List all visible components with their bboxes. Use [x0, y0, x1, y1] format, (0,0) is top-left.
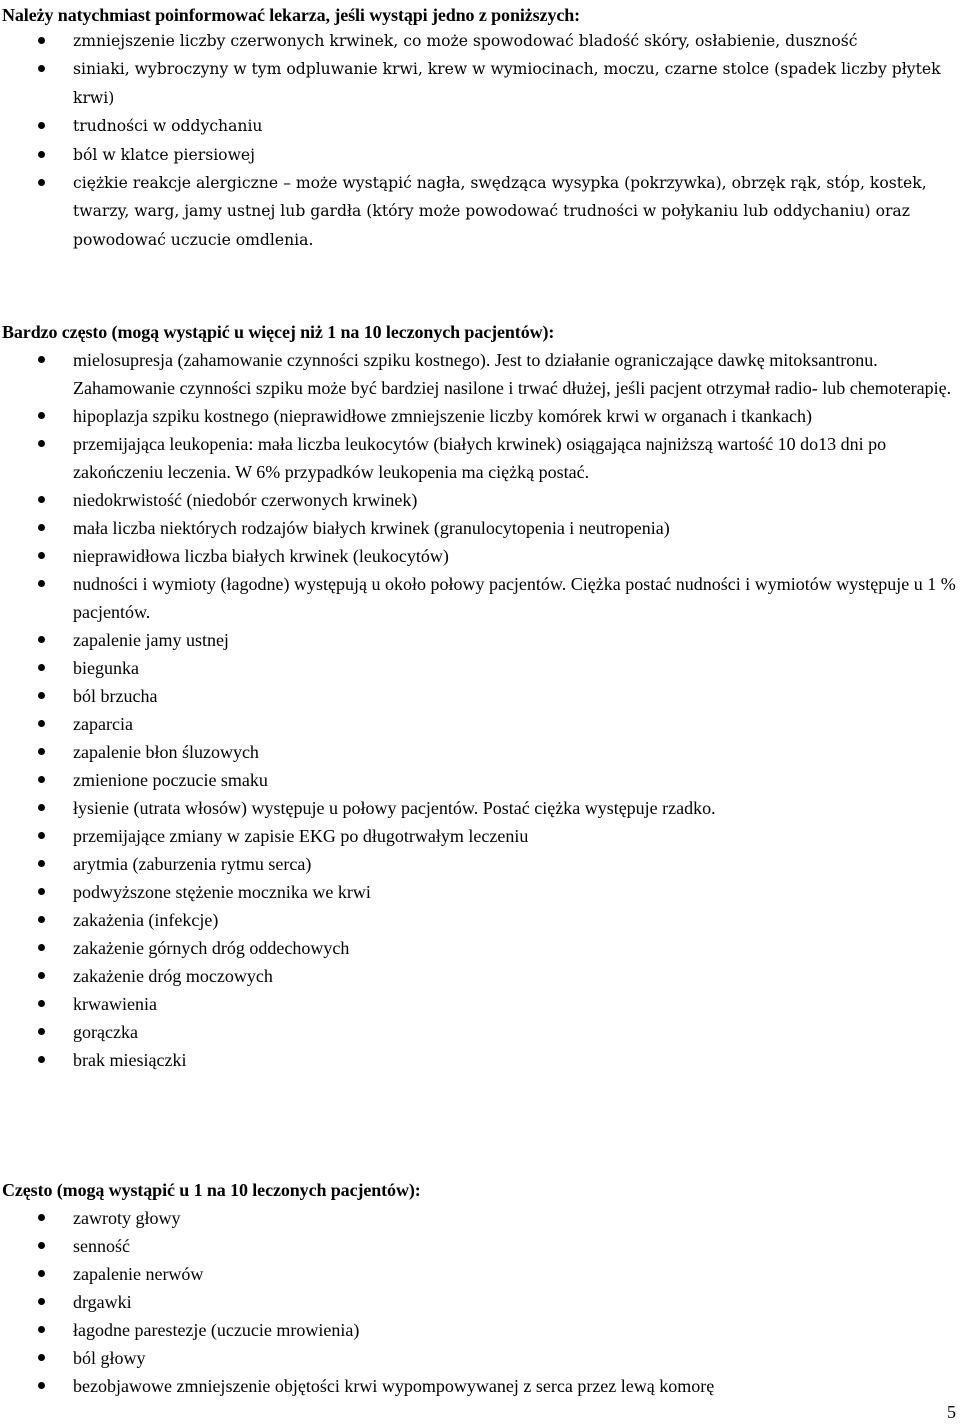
section-heading: Należy natychmiast poinformować lekarza, jeśli wystąpi jedno z poniższych:: [2, 5, 581, 25]
page-number: 5: [947, 1402, 956, 1422]
list-item-text: gorączka: [73, 1022, 138, 1042]
urgent-list: [2, 27, 960, 254]
list-item: [2, 710, 960, 738]
list-item-text: ból w klatce piersiowej: [73, 145, 255, 164]
list-item: [2, 1288, 960, 1316]
list-item: [2, 27, 960, 55]
list-item: [2, 1232, 960, 1260]
list-item-text: zakażenie dróg moczowych: [73, 966, 273, 986]
list-item: [2, 1344, 960, 1372]
list-item: [2, 486, 960, 514]
list-item-text: zaparcia: [73, 714, 133, 734]
list-item-text: podwyższone stężenie mocznika we krwi: [73, 882, 371, 902]
list-item-text: mielosupresja (zahamowanie czynności szpiku kostnego). Jest to działanie ograniczające dawkę mitoksantronu. Zahamowanie czynności szpiku może być bardziej nasilone i trwać dłużej, jeśli pacjent otrzymał radio- lub chemoterapię.: [73, 350, 952, 398]
common-section: [2, 1176, 960, 1400]
list-item: [2, 738, 960, 766]
list-item: [2, 1018, 960, 1046]
list-item: [2, 570, 960, 626]
list-item-text: siniaki, wybroczyny w tym odpluwanie krwi, krew w wymiocinach, moczu, czarne stolce (spadek liczby płytek krwi): [73, 60, 941, 107]
list-item-text: krwawienia: [73, 994, 157, 1014]
list-item-text: drgawki: [73, 1292, 132, 1312]
list-item-text: łysienie (utrata włosów) występuje u połowy pacjentów. Postać ciężka występuje rzadko.: [73, 798, 716, 818]
list-item: [2, 346, 960, 402]
list-item-text: zapalenie nerwów: [73, 1264, 204, 1284]
list-item: [2, 962, 960, 990]
list-item: [2, 169, 960, 254]
common-list: [2, 1204, 960, 1400]
list-item-text: trudności w oddychaniu: [73, 117, 263, 136]
list-item-text: przemijające zmiany w zapisie EKG po długotrwałym leczeniu: [73, 826, 529, 846]
list-item: [2, 794, 960, 822]
list-item-text: zakażenie górnych dróg oddechowych: [73, 938, 350, 958]
list-item-text: zmniejszenie liczby czerwonych krwinek, co może spowodować bladość skóry, osłabienie, duszność: [73, 32, 858, 50]
list-item-text: zapalenie jamy ustnej: [73, 630, 229, 650]
list-item-text: nudności i wymioty (łagodne) występują u około połowy pacjentów. Ciężka postać nudności i wymiotów występuje u 1 % pacjentów.: [73, 574, 956, 622]
list-item-text: bezobjawowe zmniejszenie objętości krwi wypompowywanej z serca przez lewą komorę: [73, 1376, 715, 1396]
list-item: [2, 626, 960, 654]
list-item-text: ciężkie reakcje alergiczne – może wystąpić nagła, swędząca wysypka (pokrzywka), obrzęk rąk, stóp, kostek, twarzy, warg, jamy ustnej lub gardła (który może powodować trudności w połykaniu lub oddychaniu) oraz powodować uczucie omdlenia.: [73, 174, 927, 249]
list-item-text: niedokrwistość (niedobór czerwonych krwinek): [73, 490, 418, 510]
list-item: [2, 1260, 960, 1288]
list-item: [2, 112, 960, 140]
list-item-text: ból głowy: [73, 1348, 146, 1368]
list-item-text: brak miesiączki: [73, 1050, 187, 1070]
list-item: [2, 878, 960, 906]
list-item: [2, 514, 960, 542]
very-common-list: [2, 346, 960, 1074]
list-item: [2, 682, 960, 710]
list-item-text: łagodne parestezje (uczucie mrowienia): [73, 1320, 360, 1340]
list-item: [2, 934, 960, 962]
list-item: [2, 1204, 960, 1232]
list-item: [2, 141, 960, 169]
very-common-section: [2, 318, 960, 1074]
list-item: [2, 55, 960, 112]
list-item-text: biegunka: [73, 658, 139, 678]
list-item-text: przemijająca leukopenia: mała liczba leukocytów (białych krwinek) osiągająca najniższą wartość 10 do13 dni po zakończeniu leczenia. W 6% przypadków leukopenia ma ciężką postać.: [73, 434, 887, 482]
list-item: [2, 990, 960, 1018]
list-item: [2, 402, 960, 430]
list-item-text: arytmia (zaburzenia rytmu serca): [73, 854, 312, 874]
list-item-text: zakażenia (infekcje): [73, 910, 219, 930]
list-item: [2, 1046, 960, 1074]
list-item-text: hipoplazja szpiku kostnego (nieprawidłowe zmniejszenie liczby komórek krwi w organach i tkankach): [73, 406, 812, 426]
list-item-text: zmienione poczucie smaku: [73, 770, 268, 790]
list-item-text: ból brzucha: [73, 686, 158, 706]
list-item: [2, 430, 960, 486]
list-item: [2, 1316, 960, 1344]
list-item: [2, 822, 960, 850]
list-item: [2, 542, 960, 570]
list-item-text: zapalenie błon śluzowych: [73, 742, 259, 762]
section-heading: Często (mogą wystąpić u 1 na 10 leczonych pacjentów):: [2, 1180, 421, 1200]
list-item: [2, 654, 960, 682]
section-heading: Bardzo często (mogą wystąpić u więcej niż 1 na 10 leczonych pacjentów):: [2, 322, 555, 342]
list-item: [2, 906, 960, 934]
list-item-text: senność: [73, 1236, 130, 1256]
list-item: [2, 766, 960, 794]
list-item-text: zawroty głowy: [73, 1208, 181, 1228]
list-item: [2, 1372, 960, 1400]
list-item: [2, 850, 960, 878]
list-item-text: mała liczba niektórych rodzajów białych krwinek (granulocytopenia i neutropenia): [73, 518, 670, 538]
list-item-text: nieprawidłowa liczba białych krwinek (leukocytów): [73, 546, 449, 566]
urgent-section: [2, 3, 960, 254]
